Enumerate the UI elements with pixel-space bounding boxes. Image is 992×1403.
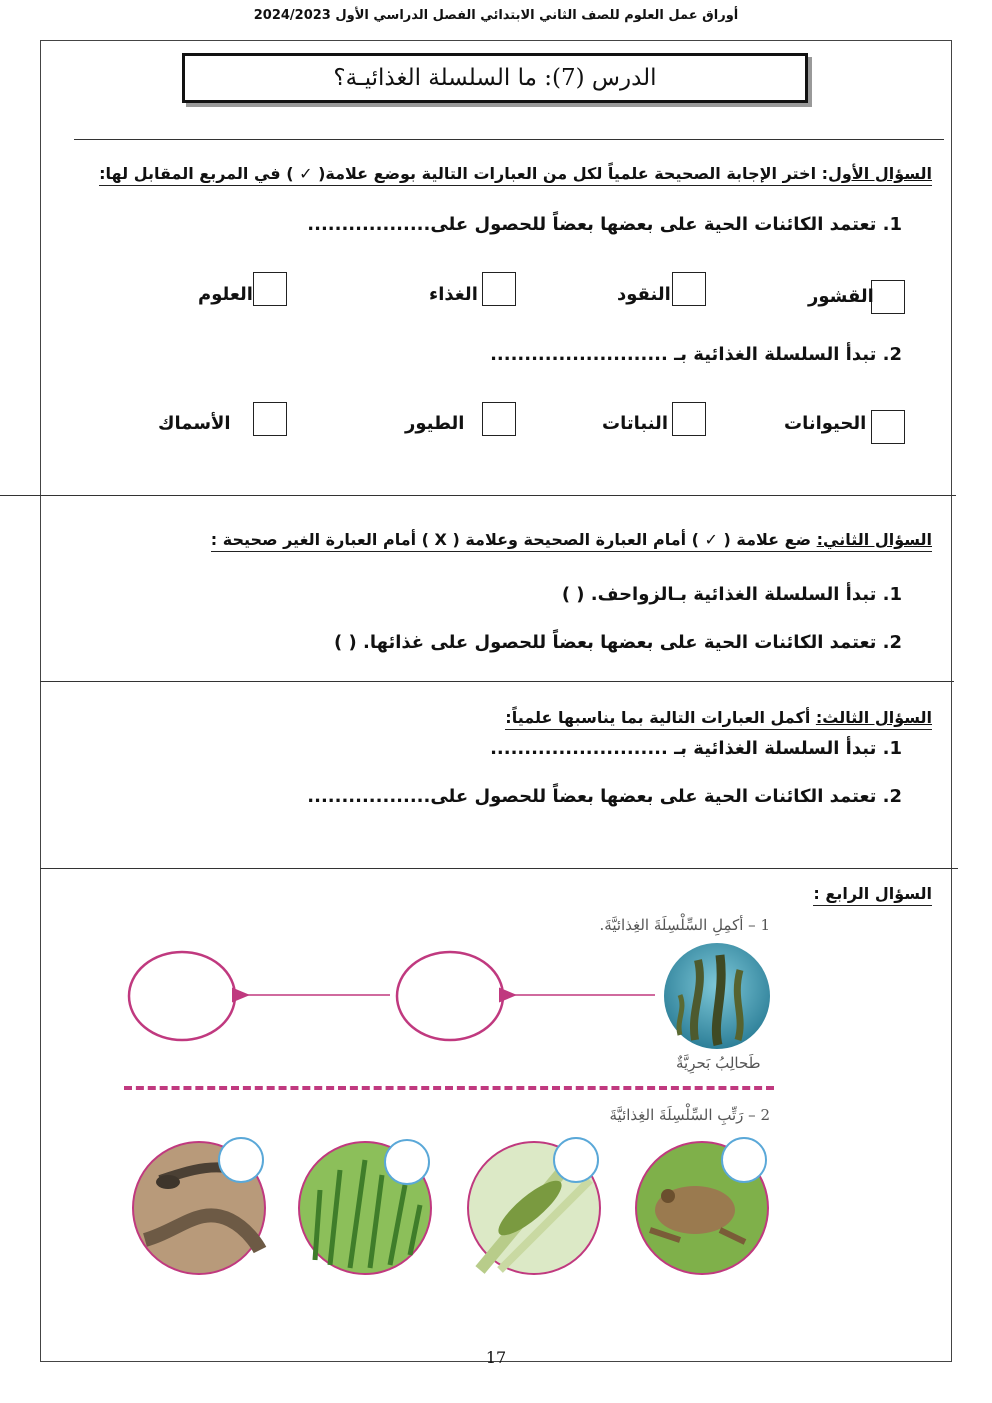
title-divider	[74, 139, 944, 140]
q1-item1-option1-label: القشور	[808, 286, 874, 307]
q1-item2-option2-label: النباتات	[602, 413, 668, 434]
q1-item1-option4-checkbox[interactable]	[253, 272, 287, 306]
q4-colon: :	[813, 884, 820, 903]
q1-instruction: : اختر الإجابة الصحيحة علمياً لكل من العبارات التالية بوضع علامة( ✓ ) في المربع المقابل لها:	[99, 164, 829, 183]
q2-item-1: 1. تبدأ السلسلة الغذائية بـالزواحف. ( )	[561, 584, 902, 605]
frog-answer-bubble	[722, 1138, 766, 1182]
section-divider-1	[0, 495, 956, 496]
ordering-pictures	[120, 1130, 800, 1280]
q1-item2-option3-checkbox[interactable]	[482, 402, 516, 436]
q4-task-2: 2 – رَتِّبِ السِّلْسِلَةَ الغِذائيَّةَ	[609, 1106, 770, 1124]
q2-label: السؤال الثاني:	[816, 530, 932, 549]
q3-item-1: 1. تبدأ السلسلة الغذائية بـ ..........................	[490, 738, 902, 759]
page-header: أوراق عمل العلوم للصف الثاني الابتدائي الفصل الدراسي الأول 2024/2023	[253, 8, 739, 23]
lesson-title: الدرس (7): ما السلسلة الغذائيـة؟	[182, 53, 808, 103]
q1-item2-option1-label: الحيوانات	[784, 413, 867, 434]
page-number: 17	[485, 1348, 507, 1367]
q1-label: السؤال الأول	[828, 164, 932, 183]
q1-item2-option2-checkbox[interactable]	[672, 402, 706, 436]
q3-item-2: 2. تعتمد الكائنات الحية على بعضها بعضاً للحصول على..................	[307, 786, 902, 807]
q1-item-1: 1. تعتمد الكائنات الحية على بعضها بعضاً للحصول على..................	[307, 214, 902, 235]
q1-item1-option3-label: الغذاء	[429, 284, 478, 305]
q2-item-2: 2. تعتمد الكائنات الحية على بعضها بعضاً للحصول على غذائها. ( )	[334, 632, 902, 653]
q1-item1-option1-checkbox[interactable]	[871, 280, 905, 314]
q1-item1-option3-checkbox[interactable]	[482, 272, 516, 306]
q2-instruction: ضع علامة ( ✓ ) أمام العبارة الصحيحة وعلامة ( X ) أمام العبارة الغير صحيحة :	[210, 530, 817, 549]
q4-label: السؤال الرابع	[825, 884, 932, 903]
answer-circle-left	[129, 952, 235, 1040]
q1-item1-option2-checkbox[interactable]	[672, 272, 706, 306]
q1-item2-option4-label: الأسماك	[158, 413, 231, 434]
seaweed-caption: طَحالِبُ بَحرِيَّةٌ	[676, 1054, 761, 1072]
grass-answer-bubble	[385, 1140, 429, 1184]
snake-answer-bubble	[219, 1138, 263, 1182]
q2-heading	[211, 530, 932, 552]
q4-task-1: 1 – أكمِلِ السِّلْسِلَةَ الغِذائيَّةَ.	[599, 916, 770, 934]
q3-label: السؤال الثالث:	[815, 708, 932, 727]
q1-item2-option4-checkbox[interactable]	[253, 402, 287, 436]
answer-circle-middle	[397, 952, 503, 1040]
section-divider-2	[40, 681, 954, 682]
q3-heading	[505, 708, 932, 730]
section-divider-3	[40, 868, 958, 869]
q1-item1-option4-label: العلوم	[198, 284, 253, 305]
grasshopper-answer-bubble	[554, 1138, 598, 1182]
q1-heading	[99, 164, 932, 186]
q1-item-2: 2. تبدأ السلسلة الغذائية بـ ..........................	[490, 344, 902, 365]
q1-item1-option2-label: النقود	[617, 284, 671, 305]
q4-heading	[813, 884, 932, 906]
dashed-separator	[124, 1086, 774, 1090]
q1-item2-option3-label: الطيور	[405, 413, 465, 434]
q3-instruction: أكمل العبارات التالية بما يناسبها علمياً:	[505, 708, 816, 727]
seaweed-picture	[664, 943, 770, 1049]
q1-item2-option1-checkbox[interactable]	[871, 410, 905, 444]
